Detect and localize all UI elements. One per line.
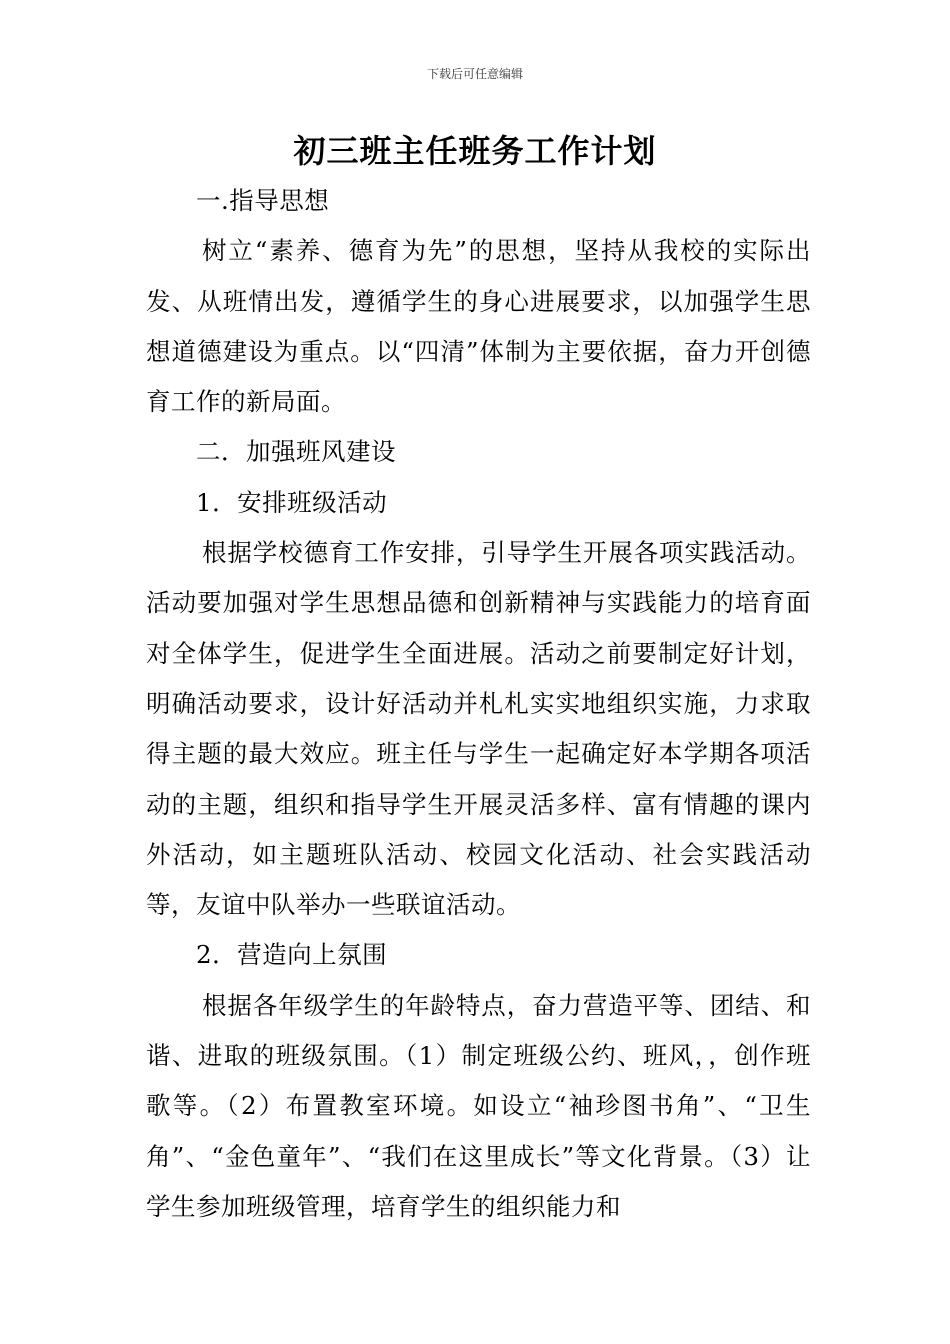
section-heading-guiding-thought: 一.指导思想 xyxy=(196,186,330,215)
document-body xyxy=(146,176,811,1232)
subheading-atmosphere: 2．营造向上氛围 xyxy=(196,940,388,970)
paragraph-atmosphere: 根据各年级学生的年龄特点，奋力营造平等、团结、和谐、进取的班级氛围。（1）制定班级公约、班风，，创作班歌等。（2）布置教室环境。如设立“袖珍图书角”、“卫生角”、“金色童年”、“我们在这里成长”等文化背景。（3）让学生参加班级管理，培育学生的组织能力和 xyxy=(146,990,811,1221)
paragraph-class-activities: 根据学校德育工作安排，引导学生开展各项实践活动。活动要加强对学生思想品德和创新精神与实践能力的培育面对全体学生，促进学生全面进展。活动之前要制定好计划，明确活动要求，设计好活动并札札实实地组织实施，力求取得主题的最大效应。班主任与学生一起确定好本学期各项活动的主题，组织和指导学生开展灵活多样、富有情趣的课内外活动，如主题班队活动、校园文化活动、社会实践活动等，友谊中队举办一些联谊活动。 xyxy=(146,538,811,920)
subheading-class-activities: 1．安排班级活动 xyxy=(196,487,388,517)
document-title: 初三班主任班务工作计划 xyxy=(293,132,657,170)
header-note: 下载后可任意编辑 xyxy=(426,67,523,81)
paragraph-guiding-thought: 树立“素养、德育为先”的思想，坚持从我校的实际出发、从班情出发，遵循学生的身心进展要求，以加强学生思想道德建设为重点。以“四清”体制为主要依据，奋力开创德育工作的新局面。 xyxy=(146,236,811,417)
section-heading-class-style: 二．加强班风建设 xyxy=(196,437,396,467)
